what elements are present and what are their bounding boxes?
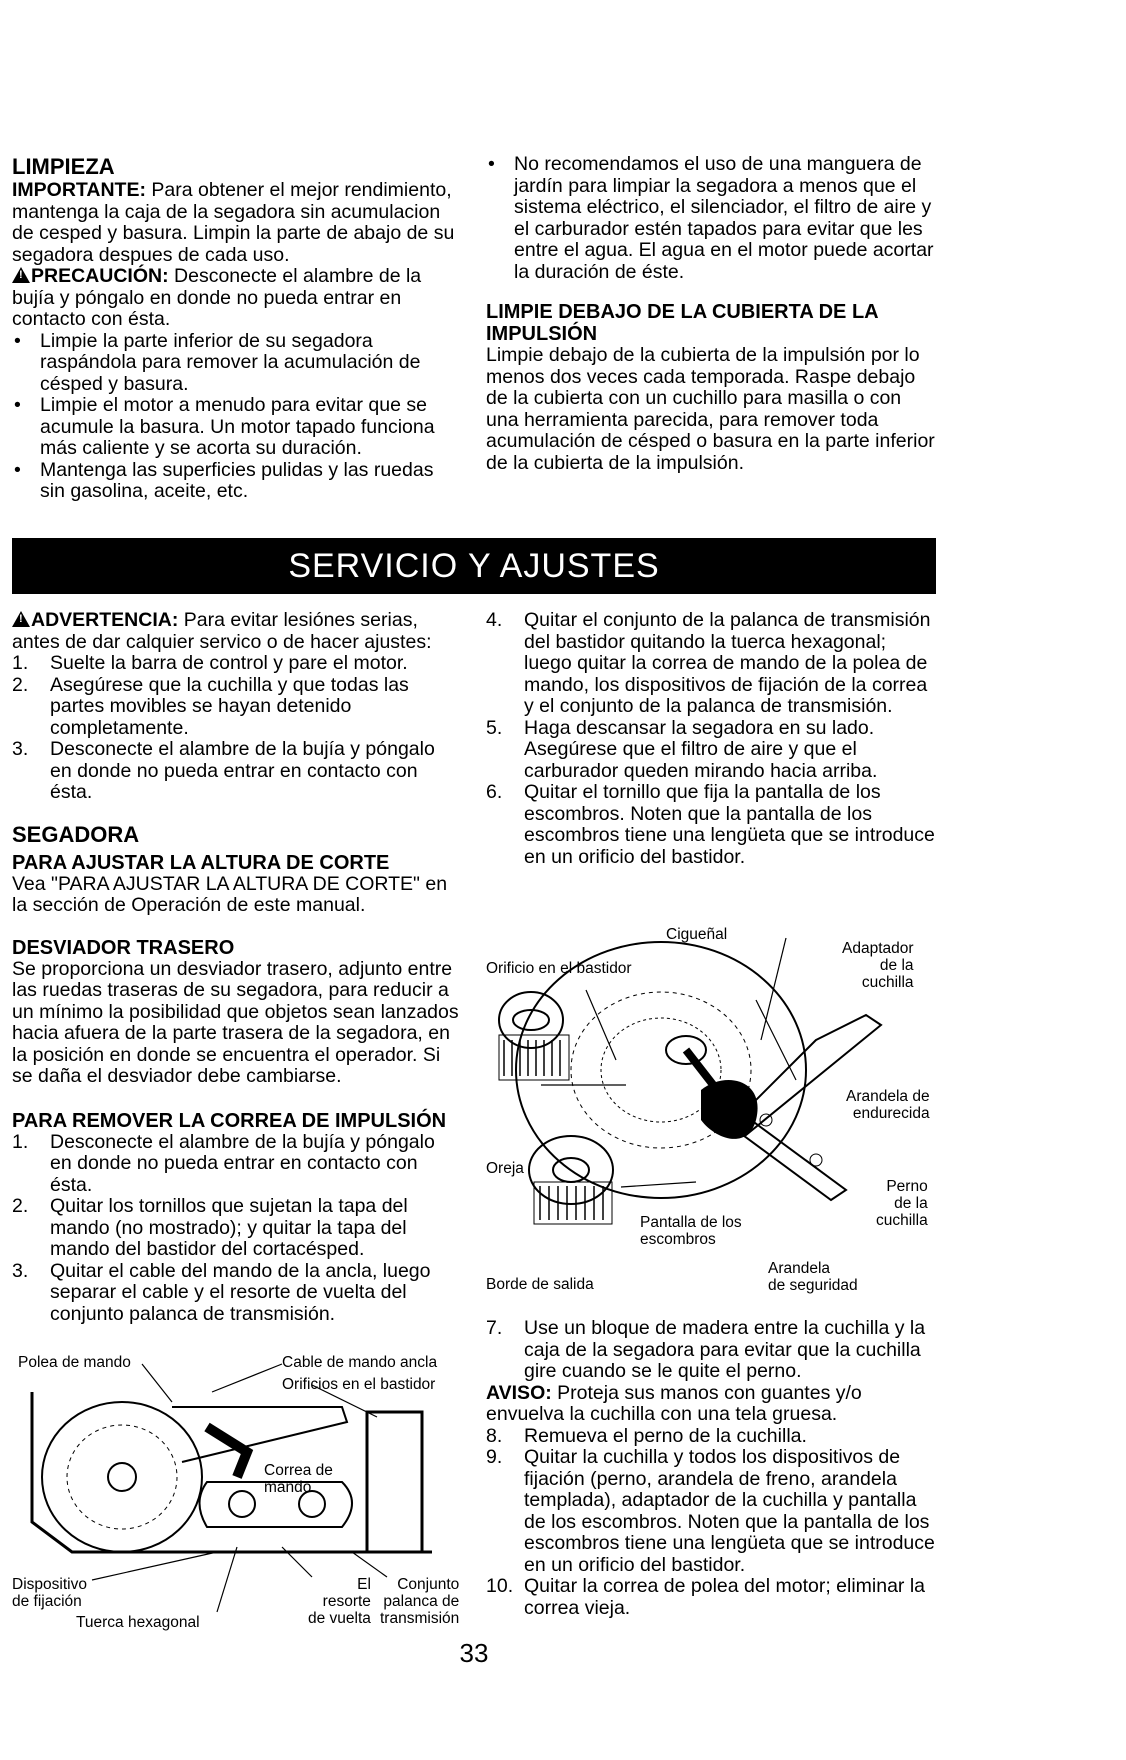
step-text: Remueva el perno de la cuchilla. — [524, 1424, 807, 1447]
correa-step — [12, 1132, 460, 1197]
correa-step — [12, 1196, 460, 1261]
label-orificio: Orificio en el bastidor — [486, 960, 632, 977]
label-orificios: Orificios en el bastidor — [282, 1376, 436, 1393]
limpieza-section — [12, 154, 457, 503]
warning-icon — [12, 267, 30, 283]
step-number: 7. — [486, 1317, 503, 1339]
step-item — [486, 782, 936, 868]
limpieza-title: LIMPIEZA — [12, 154, 115, 179]
desviador-text: Se proporciona un desviador trasero, adjunto entre las ruedas traseras de su segadora, para reducir a un mínimo la posibilidad que objetos sean lanzados hacia afuera de la parte trasera de la segadora, en la posición en donde se encuentra el operador. Si se daña el desviador debe cambiarse. — [12, 957, 459, 1087]
label-conjunto: Conjunto palanca de transmisión — [380, 1576, 460, 1627]
step-item — [486, 610, 936, 718]
advertencia-step — [12, 675, 460, 740]
label-ciguenal: Cigueñal — [666, 926, 728, 943]
step-item — [486, 1426, 936, 1448]
step-item — [486, 1447, 936, 1576]
correa-step — [12, 1261, 460, 1326]
step-text: Quitar el tornillo que fija la pantalla de los escombros. Noten que la pantalla de los escombros tiene una lengüeta que se introduce en un orificio del bastidor. — [524, 781, 935, 868]
important-text: Para obtener el mejor rendimiento, mantenga la caja de la segadora sin acumulacion de cesped y basura. Limpin la parte de abajo de su segadora despues de cada uso. — [12, 179, 455, 266]
step-text: Desconecte el alambre de la bujía y póngalo en donde no pueda entrar en contacto con ésta. — [50, 738, 435, 803]
right-steps-a — [486, 610, 936, 868]
label-resorte: El resorte de vuelta — [308, 1576, 371, 1627]
label-dispositivo: Dispositivo de fijación — [12, 1576, 87, 1610]
advertencia-step — [12, 653, 460, 675]
label-perno: Perno de la cuchilla — [876, 1178, 928, 1229]
caution-label: PRECAUCIÓN: — [31, 265, 169, 287]
step-number: 2. — [12, 1195, 29, 1217]
step-text: Haga descansar la segadora en su lado. Asegúrese que el filtro de aire y que el carburador queden mirando hacia arriba. — [524, 716, 878, 782]
aviso-label: AVISO: — [486, 1381, 552, 1404]
advertencia-paragraph — [12, 610, 460, 653]
desviador-heading: DESVIADOR TRASERO — [12, 936, 235, 959]
important-label: IMPORTANTE: — [12, 179, 146, 201]
label-cable: Cable de mando ancla — [282, 1354, 438, 1371]
drive-diagram — [12, 1352, 460, 1636]
step-number: 10. — [486, 1575, 514, 1597]
step-text: Quitar el conjunto de la palanca de transmisión del bastidor quitando la tuerca hexagonal; luego quitar la correa de mando de la polea de mando, los dispositivos de fijación de la correa y el conjunto de la palanca de transmisión. — [524, 609, 931, 717]
blade-diagram — [486, 920, 936, 1300]
step-number: 3. — [12, 1259, 29, 1282]
step-number: 5. — [486, 716, 503, 739]
label-borde: Borde de salida — [486, 1276, 594, 1293]
label-correa: Correa de mando — [264, 1462, 333, 1496]
step-text: Quitar los tornillos que sujetan la tapa del mando (no mostrado); y quitar la tapa del mando del bastidor del cortacésped. — [50, 1195, 408, 1260]
step-text: Asegúrese que la cuchilla y que todas las partes movibles se hayan detenido completamente. — [50, 673, 409, 739]
advertencia-label: ADVERTENCIA: — [31, 609, 179, 631]
limpieza-bullet-2: • Limpie el motor a menudo para evitar que se acumule la basura. Un motor tapado funciona más caliente y se acorta su duración. — [12, 395, 457, 460]
correa-heading: PARA REMOVER LA CORREA DE IMPULSIÓN — [12, 1109, 447, 1132]
manguera-bullet: • No recomendamos el uso de una manguera de jardín para limpiar la segadora a menos que el sistema eléctrico, el silenciador, el filtro de aire y el carburador estén tapados para evitar que les entre el agua. El agua en el motor puede acortar la duración de éste. — [486, 154, 936, 283]
altura-text: Vea "PARA AJUSTAR LA ALTURA DE CORTE" en la sección de Operación de este manual. — [12, 872, 448, 916]
step-text: Quitar la cuchilla y todos los dispositivos de fijación (perno, arandela de freno, arandela templada), adaptador de la cuchilla y pantalla de los escombros. Noten que la pantalla de los escombros tiene una lengüeta que se introduce en un orificio del bastidor. — [524, 1446, 935, 1576]
right-top-section — [486, 154, 936, 474]
limpieza-bullet-3: • Mantenga las superficies pulidas y las ruedas sin gasolina, aceite, etc. — [12, 460, 457, 503]
step-number: 1. — [12, 1130, 29, 1153]
step-text: Quitar la correa de polea del motor; eliminar la correa vieja. — [524, 1575, 926, 1619]
step-number: 1. — [12, 652, 29, 674]
step-number: 6. — [486, 781, 503, 803]
step-text: Suelte la barra de control y pare el motor. — [50, 652, 408, 674]
right-steps-b — [486, 1318, 936, 1619]
step-number: 2. — [12, 673, 29, 696]
step-text: Quitar el cable del mando de la ancla, luego separar el cable y el resorte de vuelta del conjunto palanca de transmisión. — [50, 1259, 431, 1325]
limpieza-bullet-1: • Limpie la parte inferior de su segadora raspándola para remover la acumulación de césped y basura. — [12, 331, 457, 396]
aviso-text: Proteja sus manos con guantes y/o envuelva la cuchilla con una tela gruesa. — [486, 1381, 862, 1425]
label-adaptador: Adaptador de la cuchilla — [842, 940, 914, 991]
aviso-paragraph — [486, 1383, 936, 1426]
caution-text: Desconecte el alambre de la bujía y póngalo en donde no pueda entrar en contacto con ésta. — [12, 265, 422, 330]
warning-icon — [12, 611, 30, 627]
section-banner: SERVICIO Y AJUSTES — [12, 538, 936, 594]
step-number: 3. — [12, 738, 29, 760]
label-arandela-endurecida: Arandela de endurecida — [846, 1088, 930, 1122]
step-text: Desconecte el alambre de la bujía y póngalo en donde no pueda entrar en contacto con ésta. — [50, 1130, 435, 1196]
advertencia-text: Para evitar lesiónes serias, antes de dar calquier servico o de hacer ajustes: — [12, 609, 432, 653]
advertencia-step — [12, 739, 460, 804]
step-number: 8. — [486, 1424, 503, 1447]
label-arandela-seguridad: Arandela de seguridad — [768, 1260, 858, 1294]
step-text: Use un bloque de madera entre la cuchilla y la caja de la segadora para evitar que la cuchilla gire cuando se le quite el perno. — [524, 1317, 926, 1382]
caution-paragraph — [12, 266, 457, 331]
step-number: 4. — [486, 609, 503, 631]
step-number: 9. — [486, 1446, 503, 1468]
important-paragraph — [12, 180, 457, 266]
limpie-debajo-heading: LIMPIE DEBAJO DE LA CUBIERTA DE LA IMPULSIÓN — [486, 301, 878, 345]
label-pantalla: Pantalla de los escombros — [640, 1214, 742, 1248]
label-polea: Polea de mando — [18, 1354, 131, 1371]
step-item — [486, 1318, 936, 1383]
label-tuerca: Tuerca hexagonal — [76, 1614, 200, 1631]
altura-heading: PARA AJUSTAR LA ALTURA DE CORTE — [12, 851, 390, 874]
limpie-debajo-text: Limpie debajo de la cubierta de la impulsión por lo menos dos veces cada temporada. Raspe debajo de la cubierta con un cuchillo para masilla o con una herramienta parecida, para remover toda acumulación de césped o basura en la parte inferior de la cubierta de la impulsión. — [486, 344, 935, 474]
label-oreja: Oreja — [486, 1160, 524, 1177]
page-number: 33 — [459, 1638, 489, 1668]
step-item — [486, 718, 936, 783]
left-bottom-section — [12, 610, 460, 1325]
step-item — [486, 1576, 936, 1619]
segadora-title: SEGADORA — [12, 821, 140, 847]
